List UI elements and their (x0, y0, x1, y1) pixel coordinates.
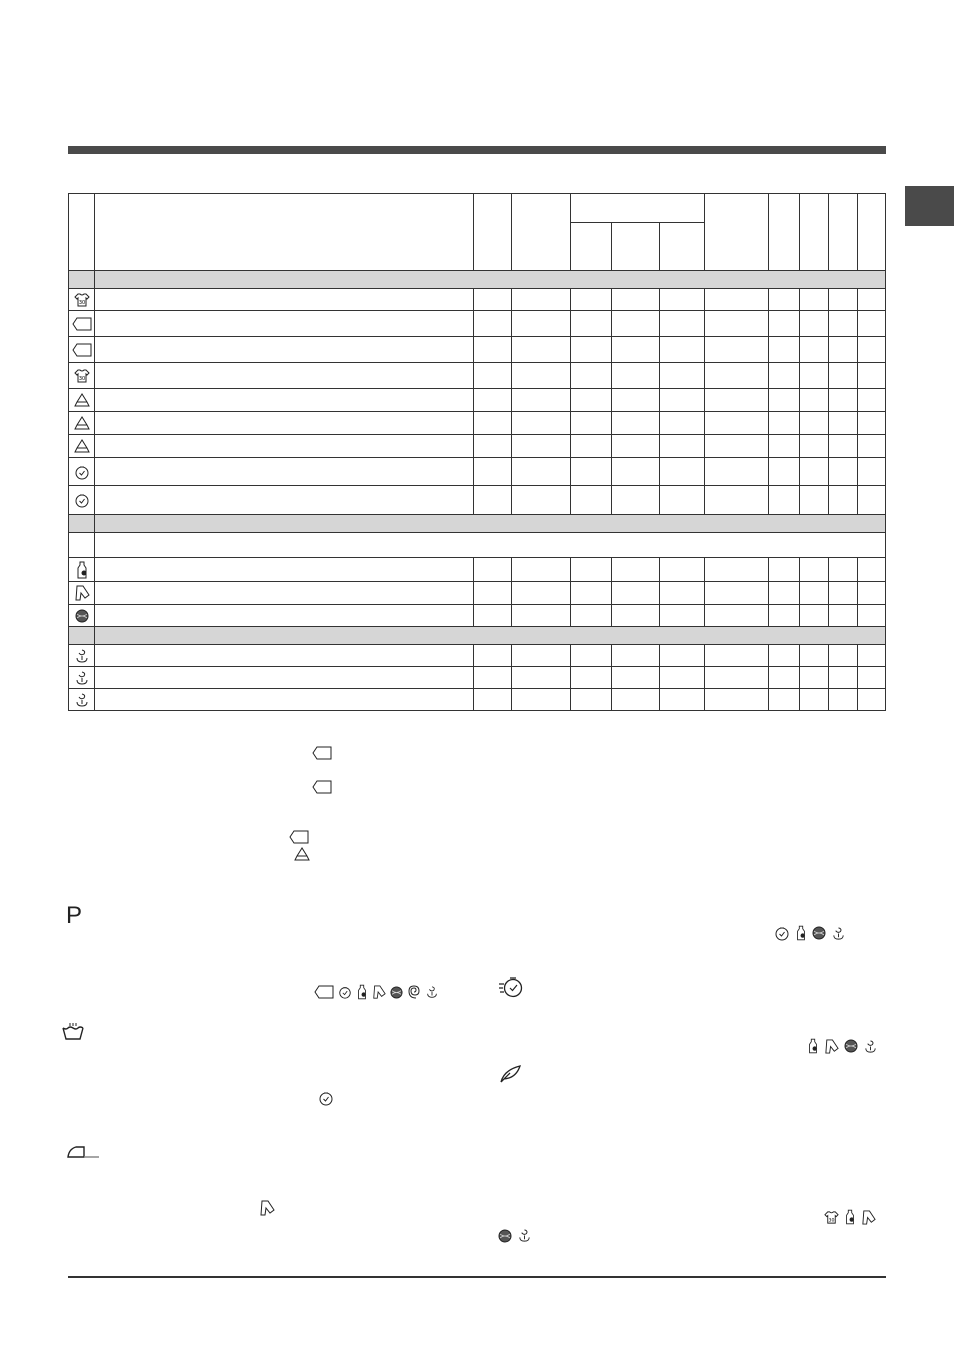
bottom-rule (68, 1276, 886, 1278)
table-row (69, 289, 886, 311)
cotton-icon (74, 292, 90, 308)
synthetic-icon (74, 439, 90, 453)
spin-icon (517, 1228, 532, 1243)
table-row (69, 486, 886, 515)
icon-row-4 (498, 1228, 532, 1243)
spin-icon (74, 648, 90, 664)
jeans-icon (259, 1200, 275, 1216)
iron-icon (66, 1145, 100, 1159)
svg-text:30: 30 (828, 1217, 835, 1223)
icon-row-2 (807, 1038, 878, 1054)
tag-icon (312, 746, 332, 760)
tag-icon (72, 317, 92, 331)
baby-bottle-icon (356, 984, 368, 1000)
table-row (69, 645, 886, 667)
synthetic-icon (294, 847, 310, 861)
section-header (69, 515, 886, 533)
timer-icon (74, 464, 90, 480)
table-row (69, 412, 886, 435)
table-header-row-1 (69, 194, 886, 223)
svg-text:30: 30 (78, 299, 85, 306)
synthetic-icon (74, 393, 90, 407)
wool-ball-icon (498, 1229, 512, 1243)
cotton-icon (824, 1210, 839, 1225)
spin-icon (425, 985, 439, 999)
wool-ball-icon (844, 1039, 858, 1053)
spin-icon (863, 1039, 878, 1054)
table-row (69, 667, 886, 689)
baby-bottle-icon (75, 561, 89, 579)
top-rule (68, 146, 886, 154)
wool-ball-icon (812, 926, 826, 940)
baby-bottle-icon (795, 925, 807, 941)
baby-bottle-icon (844, 1209, 856, 1225)
programme-table (68, 193, 886, 711)
tag-icon (289, 830, 309, 844)
baby-bottle-icon (807, 1038, 819, 1054)
wool-ball-icon (75, 609, 89, 623)
spin-icon (831, 926, 846, 941)
tag-icon (312, 780, 332, 794)
table-row (69, 435, 886, 458)
spiral-icon (407, 985, 421, 999)
tag-icon (72, 343, 92, 357)
table-row (69, 533, 886, 558)
table-row (69, 458, 886, 486)
timer-icon (318, 1090, 334, 1106)
svg-text:30: 30 (78, 375, 85, 382)
jeans-icon (824, 1039, 839, 1054)
icon-row-1 (774, 925, 846, 941)
timer-icon (774, 925, 790, 941)
table-row (69, 389, 886, 412)
cotton-icon (74, 368, 90, 384)
table-row (69, 689, 886, 711)
icon-row-3 (824, 1209, 876, 1225)
wool-ball-icon (390, 986, 403, 999)
synthetic-icon (74, 416, 90, 430)
feather-icon (498, 1064, 522, 1084)
jeans-icon (861, 1210, 876, 1225)
quick-timer-icon (498, 976, 524, 998)
section-header (69, 627, 886, 645)
table-row (69, 605, 886, 627)
table-row (69, 311, 886, 337)
language-tab (905, 186, 954, 226)
timer-icon (338, 985, 352, 999)
table-row (69, 582, 886, 605)
spin-icon (74, 670, 90, 686)
jeans-icon (74, 585, 90, 601)
table-row (69, 337, 886, 363)
paragraph-letter: P (66, 902, 83, 929)
programme-icon-row (314, 984, 439, 1000)
jeans-icon (372, 985, 386, 999)
wash-basin-icon (62, 1022, 84, 1040)
table-row (69, 558, 886, 582)
section-header (69, 271, 886, 289)
tag-icon (314, 985, 334, 999)
timer-icon (74, 492, 90, 508)
table-row (69, 363, 886, 389)
spin-icon (74, 692, 90, 708)
